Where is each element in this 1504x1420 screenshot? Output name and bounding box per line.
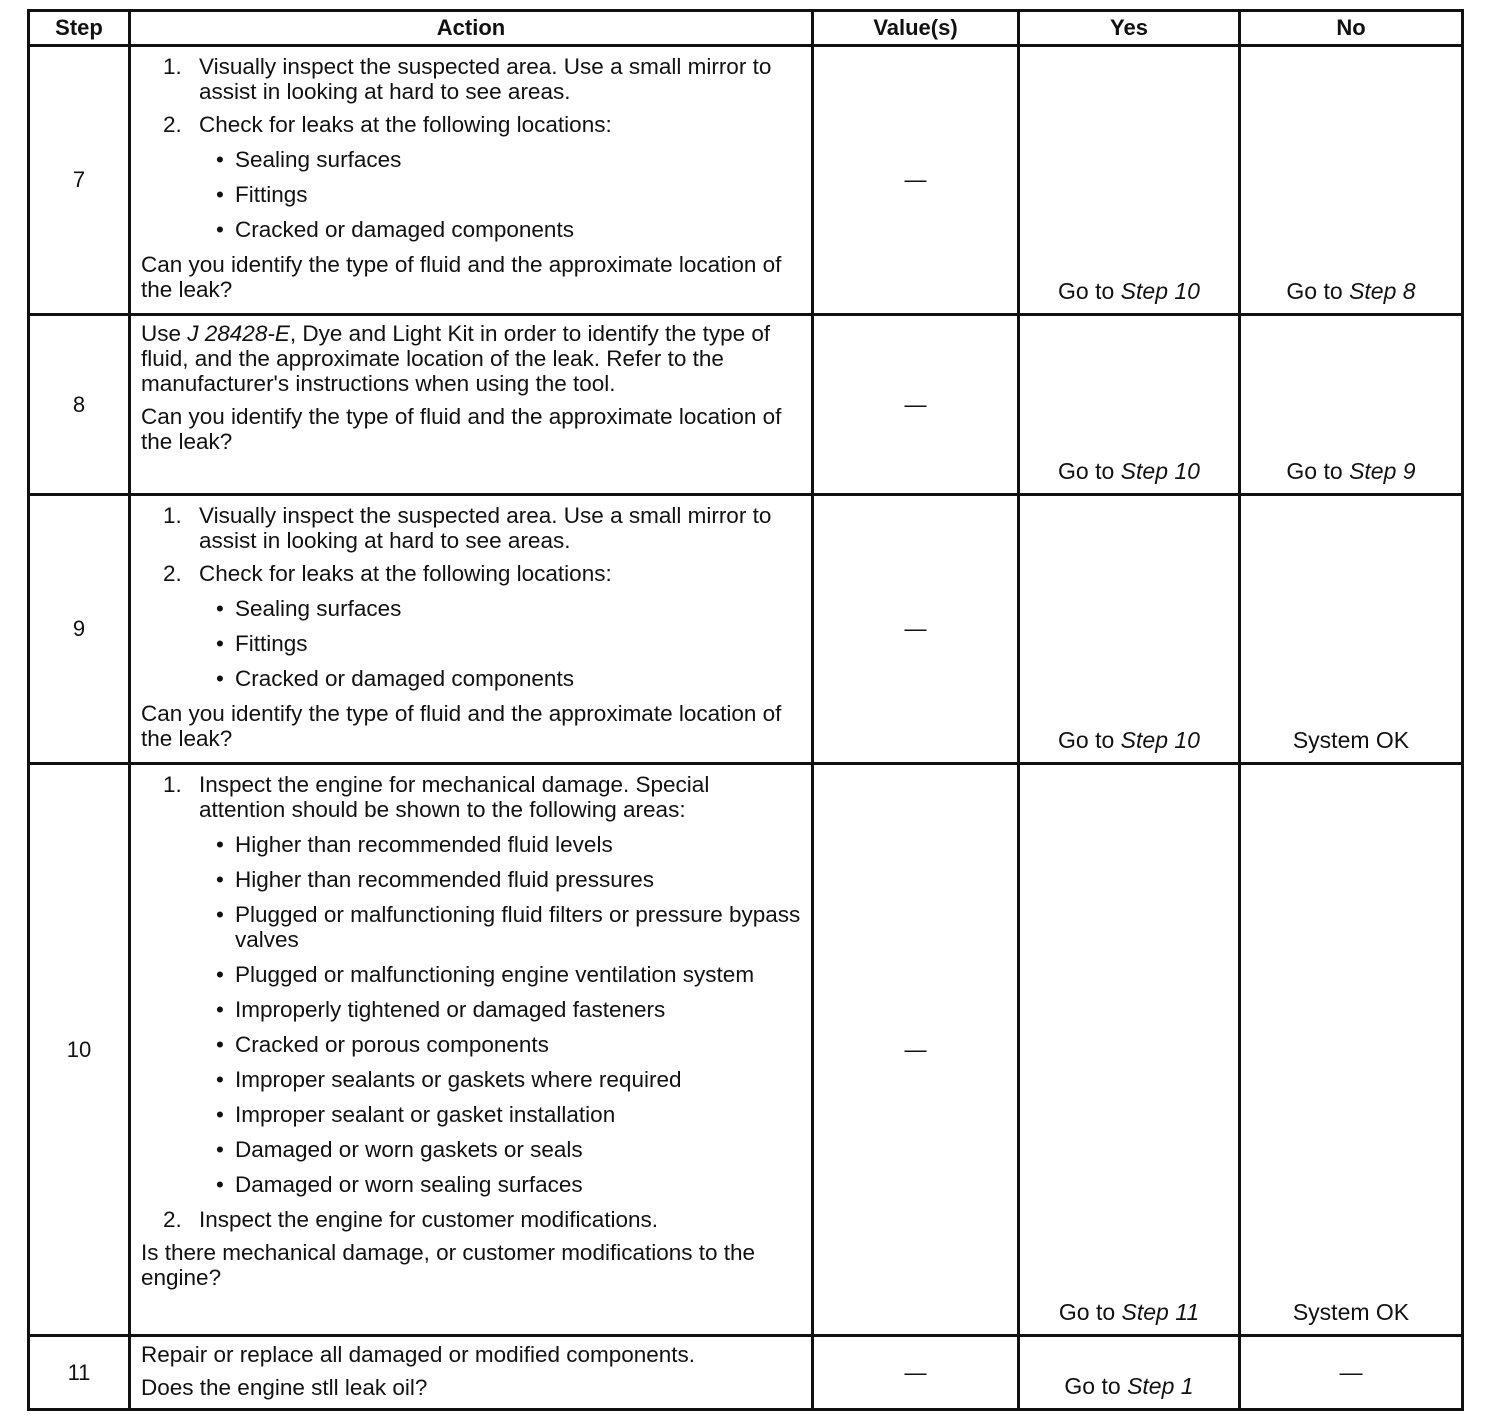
values-cell: — — [813, 495, 1019, 764]
table-row-step-10 — [29, 764, 1463, 1336]
bullet-item: • Higher than recommended fluid levels — [199, 832, 801, 857]
bullet-item: • Fittings — [199, 631, 801, 656]
item-number: 1. — [163, 54, 182, 79]
values-cell: — — [813, 764, 1019, 1336]
no-step-link[interactable]: Step 8 — [1349, 278, 1416, 304]
item-text: Check for leaks at the following locations: — [199, 561, 612, 586]
question-text: Can you identify the type of fluid and the approximate location of the leak? — [141, 701, 782, 751]
no-prefix: Go to — [1286, 458, 1350, 484]
question-text: Is there mechanical damage, or customer modifications to the engine? — [141, 1240, 756, 1290]
header-yes: Yes — [1019, 11, 1240, 46]
yes-step-link[interactable]: Step 10 — [1120, 458, 1200, 484]
list-item — [141, 772, 801, 1197]
yes-prefix: Go to — [1058, 727, 1121, 753]
table-row-step-7 — [29, 46, 1463, 315]
item-number: 1. — [163, 503, 182, 528]
bullet-list — [199, 596, 801, 691]
bullet-item: • Improper sealants or gaskets where required — [199, 1067, 801, 1092]
yes-prefix: Go to — [1058, 458, 1121, 484]
no-cell — [1240, 315, 1463, 495]
no-cell: System OK — [1240, 495, 1463, 764]
numbered-list — [141, 772, 801, 1232]
header-no: No — [1240, 11, 1463, 46]
no-prefix: Go to — [1286, 278, 1350, 304]
list-item — [141, 1207, 801, 1232]
intro-rest: , Dye and Light Kit in order to identify the type of fluid, and the approximate location of the leak. Refer to the manufacturer's instructions when using the tool. — [141, 321, 771, 396]
instruction-text: Repair or replace all damaged or modified components. — [141, 1342, 696, 1367]
yes-step-link[interactable]: Step 10 — [1120, 727, 1200, 753]
yes-cell — [1019, 315, 1240, 495]
bullet-item: • Damaged or worn sealing surfaces — [199, 1172, 801, 1197]
action-cell — [130, 764, 813, 1336]
yes-prefix: Go to — [1058, 1299, 1122, 1325]
action-cell — [130, 495, 813, 764]
yes-cell — [1019, 46, 1240, 315]
yes-prefix: Go to — [1058, 278, 1121, 304]
bullet-item: • Cracked or porous components — [199, 1032, 801, 1057]
action-cell — [130, 46, 813, 315]
action-cell — [130, 315, 813, 495]
item-number: 2. — [163, 112, 182, 137]
yes-prefix: Go to — [1064, 1373, 1128, 1399]
item-text: Check for leaks at the following locations: — [199, 112, 612, 137]
bullet-item: • Improper sealant or gasket installation — [199, 1102, 801, 1127]
no-step-link[interactable]: Step 9 — [1349, 458, 1416, 484]
values-cell: — — [813, 1336, 1019, 1410]
question-text: Can you identify the type of fluid and the approximate location of the leak? — [141, 252, 782, 302]
values-cell: — — [813, 46, 1019, 315]
list-item — [141, 503, 801, 553]
bullet-item: • Cracked or damaged components — [199, 666, 801, 691]
yes-step-link[interactable]: Step 1 — [1127, 1373, 1194, 1399]
bullet-item: • Fittings — [199, 182, 801, 207]
bullet-item: • Cracked or damaged components — [199, 217, 801, 242]
yes-cell — [1019, 1336, 1240, 1410]
header-row — [29, 11, 1463, 46]
yes-cell — [1019, 764, 1240, 1336]
step-number: 11 — [29, 1336, 130, 1410]
bullet-item: • Plugged or malfunctioning engine ventilation system — [199, 962, 801, 987]
bullet-item: • Damaged or worn gaskets or seals — [199, 1137, 801, 1162]
step-number: 7 — [29, 46, 130, 315]
header-values: Value(s) — [813, 11, 1019, 46]
header-step: Step — [29, 11, 130, 46]
step-number: 10 — [29, 764, 130, 1336]
step-number: 8 — [29, 315, 130, 495]
table-row-step-11 — [29, 1336, 1463, 1410]
step-number: 9 — [29, 495, 130, 764]
bullet-item: • Sealing surfaces — [199, 596, 801, 621]
table-row-step-8 — [29, 315, 1463, 495]
bullet-item: • Plugged or malfunctioning fluid filters or pressure bypass valves — [199, 902, 801, 952]
item-number: 1. — [163, 772, 182, 797]
no-cell: System OK — [1240, 764, 1463, 1336]
header-action: Action — [130, 11, 813, 46]
item-number: 2. — [163, 561, 182, 586]
list-item — [141, 561, 801, 691]
values-cell: — — [813, 315, 1019, 495]
no-cell — [1240, 46, 1463, 315]
question-text: Can you identify the type of fluid and the approximate location of the leak? — [141, 404, 782, 454]
action-cell — [130, 1336, 813, 1410]
numbered-list — [141, 503, 801, 691]
item-number: 2. — [163, 1207, 182, 1232]
table-row-step-9 — [29, 495, 1463, 764]
yes-cell — [1019, 495, 1240, 764]
item-text: Inspect the engine for customer modifications. — [199, 1207, 658, 1232]
intro-prefix: Use — [141, 321, 188, 346]
item-text: Visually inspect the suspected area. Use a small mirror to assist in looking at hard to see areas. — [199, 54, 772, 104]
yes-step-link[interactable]: Step 11 — [1121, 1299, 1200, 1325]
yes-step-link[interactable]: Step 10 — [1120, 278, 1200, 304]
bullet-list — [199, 832, 801, 1197]
bullet-item: • Higher than recommended fluid pressures — [199, 867, 801, 892]
bullet-item: • Sealing surfaces — [199, 147, 801, 172]
bullet-item: • Improperly tightened or damaged fasteners — [199, 997, 801, 1022]
item-text: Visually inspect the suspected area. Use a small mirror to assist in looking at hard to see areas. — [199, 503, 772, 553]
instruction-text — [141, 321, 801, 396]
diagnostic-table — [27, 9, 1464, 1411]
no-cell: — — [1240, 1336, 1463, 1410]
list-item — [141, 54, 801, 104]
question-text: Does the engine stll leak oil? — [141, 1375, 428, 1400]
tool-reference: J 28428-E — [187, 321, 290, 346]
item-text: Inspect the engine for mechanical damage. Special attention should be shown to the following areas: — [199, 772, 710, 822]
numbered-list — [141, 54, 801, 242]
bullet-list — [199, 147, 801, 242]
list-item — [141, 112, 801, 242]
